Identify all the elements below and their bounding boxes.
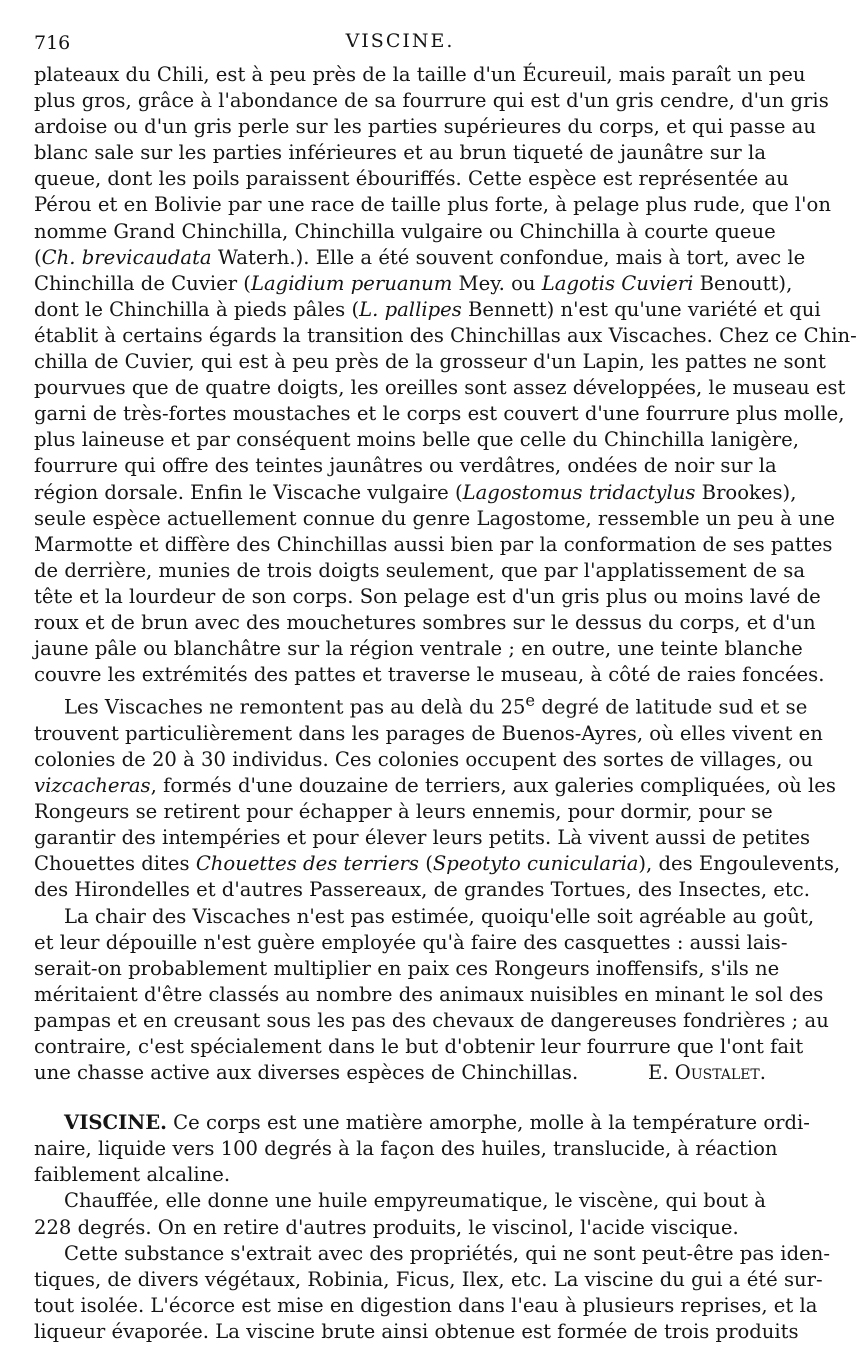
italic-term: Ch. brevicaudata	[41, 245, 212, 269]
text-segment: Rongeurs se retirent pour échapper à leurs ennemis, pour dormir, pour se	[34, 800, 773, 824]
text-segment: jaune pâle ou blanchâtre sur la région ventrale ; en outre, une teinte blanche	[34, 637, 803, 661]
italic-term: vizcacheras	[34, 774, 151, 798]
text-line	[34, 982, 824, 1008]
text-segment: queue, dont les poils paraissent ébouriffés. Cette espèce est représentée au	[34, 167, 789, 191]
text-line	[34, 773, 836, 799]
article-chinchilla-end	[34, 62, 857, 1086]
text-line	[34, 114, 816, 140]
italic-term: Speotyto cunicularia	[432, 852, 639, 876]
text-segment: liqueur évaporée. La viscine brute ainsi obtenue est formée de trois produits	[34, 1319, 799, 1343]
italic-term: Lagostomus tridactylus	[462, 480, 696, 504]
text-segment: région dorsale. Enfin le Viscache vulgaire (	[34, 480, 463, 504]
text-segment: blanc sale sur les parties inférieures et au brun tiqueté de jaunâtre sur la	[34, 141, 766, 165]
text-segment: Pérou et en Bolivie par une race de taille plus forte, à pelage plus rude, que l'on	[34, 193, 831, 217]
text-segment: Chouettes dites	[34, 852, 196, 876]
text-line	[34, 506, 835, 532]
text-segment: et leur dépouille n'est guère employée qu'à faire des casquettes : aussi lais-	[34, 930, 788, 954]
article-viscine	[34, 1110, 830, 1345]
text-line	[34, 1215, 766, 1241]
text-line	[34, 1136, 778, 1162]
text-line	[34, 747, 813, 773]
text-segment: Chinchilla de Cuvier (	[34, 271, 251, 295]
text-segment: plus gros, grâce à l'abondance de sa fourrure qui est d'un gris cendre, d'un gris	[34, 89, 829, 113]
page-number: 716	[34, 32, 71, 54]
text-segment: Brookes),	[695, 480, 797, 504]
text-segment: méritaient d'être classés au nombre des animaux nuisibles en minant le sol des	[34, 982, 824, 1006]
text-line	[34, 877, 810, 903]
italic-term: L. pallipes	[359, 297, 462, 321]
text-segment: roux et de brun avec des mouchetures sombres sur le dessus du corps, et d'un	[34, 610, 816, 634]
text-segment: garni de très-fortes moustaches et le corps est couvert d'une fourrure plus molle,	[34, 402, 845, 426]
text-line	[34, 610, 816, 636]
text-segment: établit à certains égards la transition des Chinchillas aux Viscaches. Chez ce Chin-	[34, 323, 857, 347]
text-line	[34, 88, 829, 114]
text-segment: garantir des intempéries et pour élever leurs petits. Là vivent aussi de petites	[34, 826, 811, 850]
text-segment: colonies de 20 à 30 individus. Ces colonies occupent des sortes de villages, ou	[34, 747, 813, 771]
text-segment: Benoutt),	[693, 271, 793, 295]
text-segment: dont le Chinchilla à pieds pâles (	[34, 297, 360, 321]
text-segment: Cette substance s'extrait avec des propriétés, qui ne sont peut-être pas iden-	[64, 1241, 830, 1265]
text-line	[34, 245, 806, 271]
text-line	[34, 1319, 799, 1345]
text-segment: 228 degrés. On en retire d'autres produits, le viscinol, l'acide viscique.	[34, 1215, 739, 1239]
text-segment: tout isolée. L'écorce est mise en digestion dans l'eau à plusieurs reprises, et la	[34, 1293, 818, 1317]
text-line	[34, 375, 846, 401]
author-signature: E. Oustalet.	[648, 1061, 766, 1085]
text-line	[34, 1188, 766, 1214]
text-line	[34, 1293, 818, 1319]
text-line	[34, 401, 845, 427]
text-line	[34, 584, 821, 610]
text-line	[34, 662, 825, 688]
italic-term: Lagotis Cuvieri	[541, 271, 694, 295]
text-segment: Les Viscaches ne remontent pas au delà du 25	[64, 695, 526, 719]
italic-term: Lagidium peruanum	[250, 271, 453, 295]
text-segment: tiques, de divers végétaux, Robinia, Ficus, Ilex, etc. La viscine du gui a été sur-	[34, 1267, 823, 1291]
text-line	[34, 271, 793, 297]
text-segment: (	[418, 852, 433, 876]
text-line	[34, 558, 806, 584]
text-line	[34, 349, 826, 375]
text-segment: trouvent particulièrement dans les parages de Buenos-Ayres, où elles vivent en	[34, 721, 823, 745]
text-line	[34, 480, 797, 506]
text-line	[34, 219, 776, 245]
text-segment: des Hirondelles et d'autres Passereaux, de grandes Tortues, des Insectes, etc.	[34, 878, 810, 902]
text-line	[34, 1162, 766, 1188]
entry-heading: VISCINE.	[64, 1111, 167, 1135]
text-segment: une chasse active aux diverses espèces de Chinchillas.	[34, 1061, 579, 1085]
text-line	[34, 453, 777, 479]
text-segment: Chauffée, elle donne une huile empyreumatique, le viscène, qui bout à	[64, 1189, 766, 1213]
italic-term: Chouettes des terriers	[195, 852, 419, 876]
text-segment: naire, liquide vers 100 degrés à la façon des huiles, translucide, à réaction	[34, 1137, 778, 1161]
text-line	[34, 1241, 830, 1267]
text-segment: plateaux du Chili, est à peu près de la taille d'un Écureuil, mais paraît un peu	[34, 63, 806, 86]
text-line	[34, 427, 799, 453]
text-segment: Waterh.). Elle a été souvent confondue, mais à tort, avec le	[211, 245, 806, 269]
text-line	[34, 192, 831, 218]
section-gap	[34, 1086, 766, 1110]
text-segment: plus laineuse et par conséquent moins belle que celle du Chinchilla lanigère,	[34, 428, 799, 452]
text-line	[34, 297, 821, 323]
text-segment: contraire, c'est spécialement dans le but d'obtenir leur fourrure que l'ont fait	[34, 1035, 804, 1058]
text-segment: (	[34, 245, 42, 269]
text-segment: tête et la lourdeur de son corps. Son pelage est d'un gris plus ou moins lavé de	[34, 584, 821, 608]
text-line	[34, 688, 808, 721]
text-line	[34, 930, 788, 956]
text-segment: ), des Engoulevents,	[638, 852, 841, 876]
page-header	[34, 30, 766, 60]
text-line	[34, 851, 841, 877]
text-segment: seule espèce actuellement connue du genre Lagostome, ressemble un peu à une	[34, 506, 835, 530]
text-line	[34, 721, 823, 747]
text-line	[34, 1008, 829, 1034]
text-line	[34, 1034, 804, 1060]
text-line	[34, 636, 803, 662]
text-segment: ardoise ou d'un gris perle sur les parties supérieures du corps, et qui passe au	[34, 115, 816, 139]
text-segment: couvre les extrémités des pattes et traverse le museau, à côté de raies foncées.	[34, 663, 825, 687]
text-segment: de derrière, munies de trois doigts seulement, que par l'applatissement de sa	[34, 558, 806, 582]
text-segment: faiblement alcaline.	[34, 1163, 231, 1187]
text-line	[34, 799, 773, 825]
text-segment: Marmotte et diffère des Chinchillas aussi bien par la conformation de ses pattes	[34, 532, 833, 556]
text-segment: fourrure qui offre des teintes jaunâtres ou verdâtres, ondées de noir sur la	[34, 454, 777, 478]
text-segment: , formés d'une douzaine de terriers, aux galeries compliquées, où les	[150, 774, 836, 798]
text-segment: serait-on probablement multiplier en paix ces Rongeurs inoffensifs, s'ils ne	[34, 956, 780, 980]
text-line	[34, 904, 815, 930]
text-segment: chilla de Cuvier, qui est à peu près de la grosseur d'un Lapin, les pattes ne sont	[34, 350, 826, 374]
page-body	[34, 62, 857, 1345]
text-segment: Bennett) n'est qu'une variété et qui	[461, 297, 821, 321]
text-segment: pampas et en creusant sous les pas des chevaux de dangereuses fondrières ; au	[34, 1008, 829, 1032]
text-line	[34, 140, 766, 166]
text-line	[34, 1267, 823, 1293]
text-line	[34, 956, 780, 982]
text-segment: e	[525, 691, 536, 711]
text-line	[34, 166, 789, 192]
text-line	[34, 323, 857, 349]
text-line	[34, 532, 833, 558]
text-segment: Mey. ou	[452, 271, 542, 295]
running-title: VISCINE.	[345, 30, 455, 52]
text-line	[34, 825, 811, 851]
text-line	[34, 62, 806, 88]
text-segment: degré de latitude sud et se	[535, 695, 808, 719]
text-segment: pourvues que de quatre doigts, les oreilles sont assez développées, le museau est	[34, 376, 846, 400]
text-segment: La chair des Viscaches n'est pas estimée, quoiqu'elle soit agréable au goût,	[64, 904, 815, 928]
text-segment: Ce corps est une matière amorphe, molle à la température ordi-	[166, 1111, 810, 1135]
text-line	[34, 1110, 810, 1136]
text-line	[34, 1060, 766, 1086]
text-segment: nomme Grand Chinchilla, Chinchilla vulgaire ou Chinchilla à courte queue	[34, 219, 776, 243]
